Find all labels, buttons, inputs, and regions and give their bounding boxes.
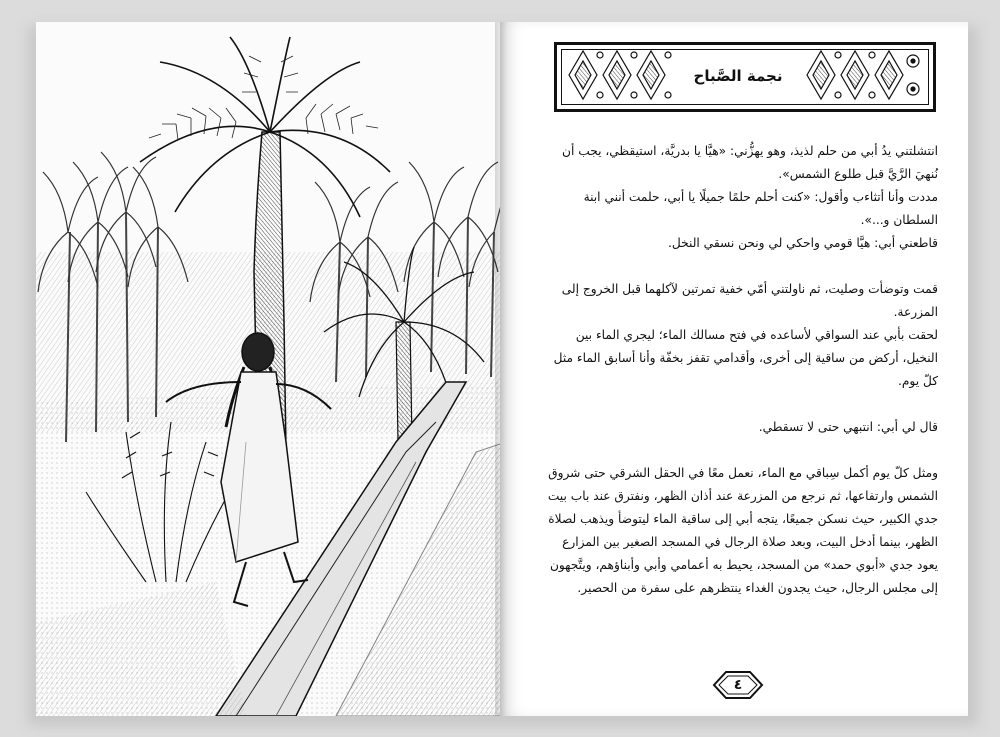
paragraph: قاطعني أبي: هيَّا قومي واحكي لي ونحن نسقي النخل. [668, 236, 938, 250]
chapter-title: نجمة الصَّباح [693, 67, 783, 85]
book-gutter [495, 22, 507, 716]
paragraph-gap [546, 255, 938, 278]
paragraph: انتشلتني يدُ أبي من حلم لذيذ، وهو يهزُّني: «هيَّا يا بدريَّة، استيقظي، يجب أن نُنهيَ الرَّيَّ قبل طلوع الشمس». [562, 144, 938, 181]
paragraph: قمت وتوضأت وصليت، ثم ناولتني أمّي خفية تمرتين لآكلهما قبل الخروج إلى المزرعة. [561, 282, 938, 319]
left-page [36, 22, 506, 716]
right-page [500, 22, 968, 716]
paragraph: لحقت بأبي عند السواقي لأساعده في فتح مسالك الماء؛ ليجري الماء بين النخيل، أركض من ساقية إلى أخرى، وأقدامي تقفز بخفّة وأنا أسابق الماء مثل كلّ يوم. [553, 328, 938, 388]
paragraph-gap [546, 439, 938, 462]
paragraph: قال لي أبي: انتبهي حتى لا تسقطي. [758, 420, 938, 434]
paragraph-gap [546, 393, 938, 416]
paragraph: مددت وأنا أتثاءب وأقول: «كنت أحلم حلمًا جميلًا يا أبي، حلمت أنني ابنة السلطان و...». [583, 190, 938, 227]
palm-grove-illustration [36, 22, 506, 716]
page-number-badge [712, 670, 764, 700]
chapter-header-box [554, 42, 936, 112]
page-number: ٤ [733, 677, 743, 693]
paragraph: ومثل كلّ يوم أكمل سِباقي مع الماء، نعمل معًا في الحقل الشرقي حتى شروق الشمس وارتفاعها، ثم نرجع من المزرعة عند أذان الظهر، ونفترق عند باب بيت جدي الكبير، حيث نسكن جميعًا، يتجه أبي إلى ساقية الماء ليتوضأ ويذهب لصلاة الظهر، بينما أدخل البيت، وبعد صلاة الرجال في المسجد الصغير بين المزارع يعود جدي «أبوي حمد» من المسجد، يحيط به أعمامي وأبي وأبناؤهم، ويتَّجهون إلى مجلس الرجال، حيث يجدون الغداء ينتظرهم على سفرة من الحصير. [547, 466, 938, 595]
diamond-ornament-right [803, 47, 925, 103]
diamond-ornament-left [565, 47, 673, 103]
story-text [546, 140, 938, 600]
